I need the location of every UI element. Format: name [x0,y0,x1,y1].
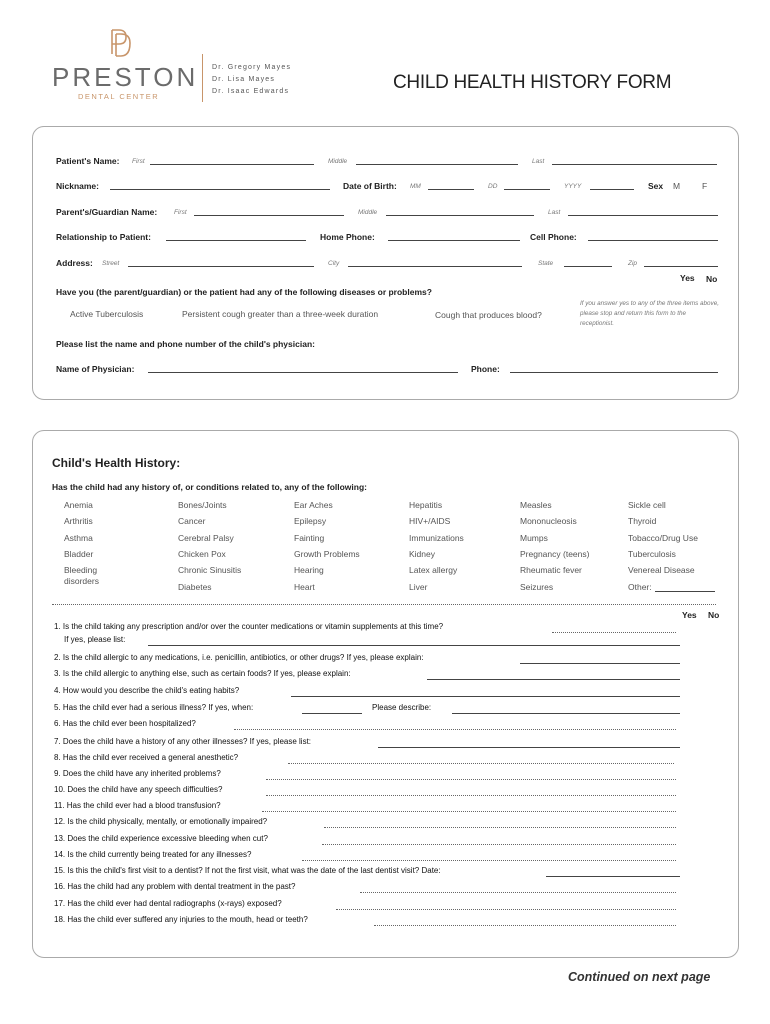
city-field[interactable] [348,266,522,267]
condition-item[interactable]: Fainting [294,532,325,543]
condition-item[interactable]: Anemia [64,500,93,510]
logo-divider [202,54,203,102]
answer-leader[interactable] [360,892,676,893]
question-text: 13. Does the child experience excessive bleeding when cut? [54,834,268,843]
condition-item[interactable]: Chronic Sinusitis [178,565,242,576]
form-title: CHILD HEALTH HISTORY FORM [393,72,672,93]
condition-item[interactable]: Bleeding disorders [64,565,99,587]
other-condition-field[interactable] [655,591,715,592]
condition-item[interactable]: Ear Aches [294,500,333,510]
condition-item[interactable]: Rheumatic fever [520,565,582,576]
logo-monogram-icon [108,28,132,58]
condition-item[interactable]: Liver [409,581,428,592]
home-phone-field[interactable] [388,240,520,241]
condition-item[interactable]: Bones/Joints [178,500,227,510]
condition-item[interactable]: Other: [628,581,652,592]
answer-field[interactable] [302,713,362,714]
street-field[interactable] [128,266,314,267]
answer-field[interactable] [378,747,680,748]
condition-item[interactable]: Latex allergy [409,565,458,576]
history-yes-header: Yes [682,610,697,620]
question-text: Please describe: [372,703,432,712]
disease-question: Have you (the parent/guardian) or the patient had any of the following diseases or problems? [56,287,432,297]
state-hint: State [538,260,554,267]
question-text: 17. Has the child ever had dental radiographs (x-rays) exposed? [54,899,282,908]
guardian-first-field[interactable] [194,215,344,216]
question-text: 3. Is the child allergic to anything else, such as certain foods? If yes, please explain: [54,669,351,678]
mm-hint: MM [410,183,421,190]
condition-item[interactable]: Epilepsy [294,516,327,527]
zip-hint: Zip [628,260,638,267]
yes-header: Yes [680,273,695,283]
city-hint: City [328,260,340,267]
question-text: If yes, please list: [64,635,126,644]
disease-cough-blood[interactable]: Cough that produces blood? [435,310,542,320]
condition-item[interactable]: Heart [294,581,315,592]
condition-item[interactable]: Mumps [520,532,548,543]
question-text: 8. Has the child ever received a general anesthetic? [54,753,239,762]
question-text: 4. How would you describe the child's eating habits? [54,686,240,695]
question-text: 18. Has the child ever suffered any injuries to the mouth, head or teeth? [54,915,308,924]
guardian-last-hint: Last [548,209,561,216]
condition-item[interactable]: Measles [520,500,552,510]
last-hint: Last [532,158,545,165]
condition-item[interactable]: Diabetes [178,581,212,592]
disease-persistent-cough[interactable]: Persistent cough greater than a three-week duration [182,309,379,319]
guardian-middle-field[interactable] [386,215,534,216]
last-name-field[interactable] [552,164,717,165]
condition-item[interactable]: Cancer [178,516,206,527]
question-text: 5. Has the child ever had a serious illness? If yes, when: [54,703,254,712]
logo-subtitle: DENTAL CENTER [78,92,160,101]
question-text: 2. Is the child allergic to any medications, i.e. penicillin, antibiotics, or other drugs? If yes, please explain: [54,653,424,662]
doctor-1: Dr. Gregory Mayes [212,64,292,71]
question-text: 14. Is the child currently being treated for any illnesses? [54,850,252,859]
address-label: Address: [56,258,93,268]
condition-item[interactable]: Asthma [64,532,93,543]
guardian-first-hint: First [174,209,187,216]
physician-phone-label: Phone: [471,364,500,374]
condition-item[interactable]: Cerebral Palsy [178,532,234,543]
answer-leader[interactable] [336,909,676,910]
answer-leader[interactable] [552,632,676,633]
doctor-2: Dr. Lisa Mayes [212,76,276,83]
relationship-label: Relationship to Patient: [56,232,151,242]
answer-field[interactable] [452,713,680,714]
answer-leader[interactable] [374,925,676,926]
question-text: 6. Has the child ever been hospitalized? [54,719,196,728]
continued-note: Continued on next page [568,970,711,984]
answer-field[interactable] [427,679,680,680]
question-text: 12. Is the child physically, mentally, or emotionally impaired? [54,817,268,826]
answer-leader[interactable] [234,729,676,730]
logo [50,28,310,108]
cell-phone-field[interactable] [588,240,718,241]
dob-month-field[interactable] [428,189,474,190]
physician-prompt: Please list the name and phone number of the child's physician: [56,339,315,349]
condition-item[interactable]: Mononucleosis [520,516,577,527]
answer-leader[interactable] [288,763,674,764]
physician-name-label: Name of Physician: [56,364,135,374]
nickname-label: Nickname: [56,181,99,191]
dob-label: Date of Birth: [343,181,397,191]
nickname-field[interactable] [110,189,330,190]
answer-leader[interactable] [302,860,676,861]
patient-name-label: Patient's Name: [56,156,120,166]
sex-f-option[interactable]: F [702,181,708,191]
condition-item[interactable]: Growth Problems [294,548,360,559]
relationship-field[interactable] [166,240,306,241]
yyyy-hint: YYYY [564,183,582,190]
physician-phone-field[interactable] [510,372,718,373]
condition-item[interactable]: Hepatitis [409,500,443,510]
condition-item[interactable]: Venereal Disease [628,565,695,576]
dd-hint: DD [488,183,498,190]
condition-item[interactable]: Immunizations [409,532,464,543]
section-divider [52,604,716,605]
physician-name-field[interactable] [148,372,458,373]
question-text: 16. Has the child had any problem with dental treatment in the past? [54,882,296,891]
cell-phone-label: Cell Phone: [530,232,577,242]
answer-leader[interactable] [262,811,676,812]
condition-item[interactable]: Seizures [520,581,554,592]
answer-field[interactable] [520,663,680,664]
question-text: 1. Is the child taking any prescription and/or over the counter medications or vitamin supplements at this time? [54,622,444,631]
answer-field[interactable] [291,696,680,697]
answer-leader[interactable] [322,844,676,845]
no-header: No [706,274,718,284]
zip-field[interactable] [644,266,718,267]
condition-item[interactable]: Thyroid [628,516,657,527]
condition-item[interactable]: Pregnancy (teens) [520,548,590,559]
condition-item[interactable]: Bladder [64,548,94,559]
answer-leader[interactable] [266,795,676,796]
question-text: 15. Is this the child's first visit to a dentist? If not the first visit, what was the date of the last dentist visit? Date: [54,866,441,875]
disease-note: If you answer yes to any of the three items above, please stop and return this form to the receptionist. [580,300,719,327]
question-text: 7. Does the child have a history of any other illnesses? If yes, please list: [54,737,312,746]
doctor-3: Dr. Isaac Edwards [212,88,290,95]
condition-item[interactable]: Arthritis [64,516,93,527]
guardian-middle-hint: Middle [358,209,378,216]
sex-label: Sex [648,181,664,191]
condition-item[interactable]: HIV+/AIDS [409,516,451,527]
guardian-last-field[interactable] [568,215,718,216]
middle-hint: Middle [328,158,348,165]
question-text: 9. Does the child have any inherited problems? [54,769,221,778]
history-title: Child's Health History: [52,456,181,470]
history-prompt: Has the child had any history of, or conditions related to, any of the following: [52,482,367,492]
question-text: 11. Has the child ever had a blood transfusion? [54,801,221,810]
condition-item[interactable]: Tuberculosis [628,548,676,559]
home-phone-label: Home Phone: [320,232,375,242]
condition-item[interactable]: Tobacco/Drug Use [628,532,698,543]
first-name-field[interactable] [150,164,314,165]
street-hint: Street [102,260,120,267]
dob-day-field[interactable] [504,189,550,190]
guardian-name-label: Parent's/Guardian Name: [56,207,158,217]
question-text: 10. Does the child have any speech difficulties? [54,785,223,794]
answer-field[interactable] [148,645,680,646]
dob-year-field[interactable] [590,189,634,190]
condition-item[interactable]: Sickle cell [628,500,666,510]
history-no-header: No [708,610,720,620]
condition-item[interactable]: Kidney [409,548,435,559]
logo-name: PRESTON [52,62,199,92]
state-field[interactable] [564,266,612,267]
answer-leader[interactable] [324,827,676,828]
condition-item[interactable]: Hearing [294,565,324,576]
answer-field[interactable] [546,876,680,877]
sex-m-option[interactable]: M [673,181,681,191]
first-hint: First [132,158,145,165]
middle-name-field[interactable] [356,164,518,165]
condition-item[interactable]: Chicken Pox [178,548,226,559]
disease-tuberculosis[interactable]: Active Tuberculosis [70,309,144,319]
answer-leader[interactable] [266,779,676,780]
